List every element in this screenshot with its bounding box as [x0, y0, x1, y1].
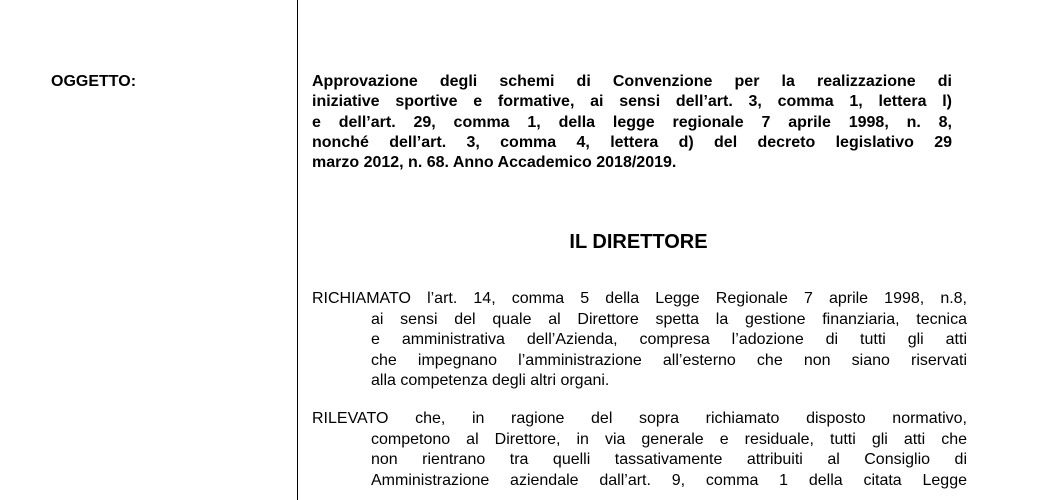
paragraph-richiamato	[312, 289, 967, 392]
paragraph-line: alla competenza degli altri organi.	[371, 372, 610, 389]
oggetto-line: e dell’art. 29, comma 1, della legge regionale 7 aprile 1998, n. 8,	[312, 113, 952, 131]
paragraph-rilevato	[312, 409, 967, 491]
paragraph-line: RICHIAMATO l’art. 14, comma 5 della Legge Regionale 7 aprile 1998, n.8,	[312, 290, 967, 307]
paragraph-line: RILEVATO che, in ragione del sopra richiamato disposto normativo,	[312, 410, 967, 427]
oggetto-label: OGGETTO:	[51, 73, 137, 90]
paragraph-line: ai sensi del quale al Direttore spetta la gestione finanziaria, tecnica	[371, 310, 967, 328]
paragraph-line: competono al Direttore, in via generale e residuale, tutti gli atti che	[371, 430, 967, 448]
section-heading: IL DIRETTORE	[569, 231, 708, 253]
paragraph-line: Amministrazione aziendale dall’art. 9, comma 1 della citata Legge	[371, 471, 967, 489]
oggetto-line: nonché dell’art. 3, comma 4, lettera d) del decreto legislativo 29	[312, 133, 952, 151]
oggetto-line: Approvazione degli schemi di Convenzione per la realizzazione di	[312, 73, 952, 90]
oggetto-text	[312, 72, 952, 173]
paragraph-line: che impegnano l’amministrazione all’esterno che non siano riservati	[371, 351, 967, 369]
paragraph-line: non rientrano tra quelli tassativamente attribuiti al Consiglio di	[371, 451, 967, 468]
column-divider	[297, 0, 298, 500]
paragraph-line: e amministrativa dell’Azienda, compresa l’adozione di tutti gli atti	[371, 331, 967, 348]
oggetto-line: marzo 2012, n. 68. Anno Accademico 2018/2019.	[312, 154, 677, 172]
oggetto-line: iniziative sportive e formative, ai sensi dell’art. 3, comma 1, lettera l)	[312, 93, 952, 111]
